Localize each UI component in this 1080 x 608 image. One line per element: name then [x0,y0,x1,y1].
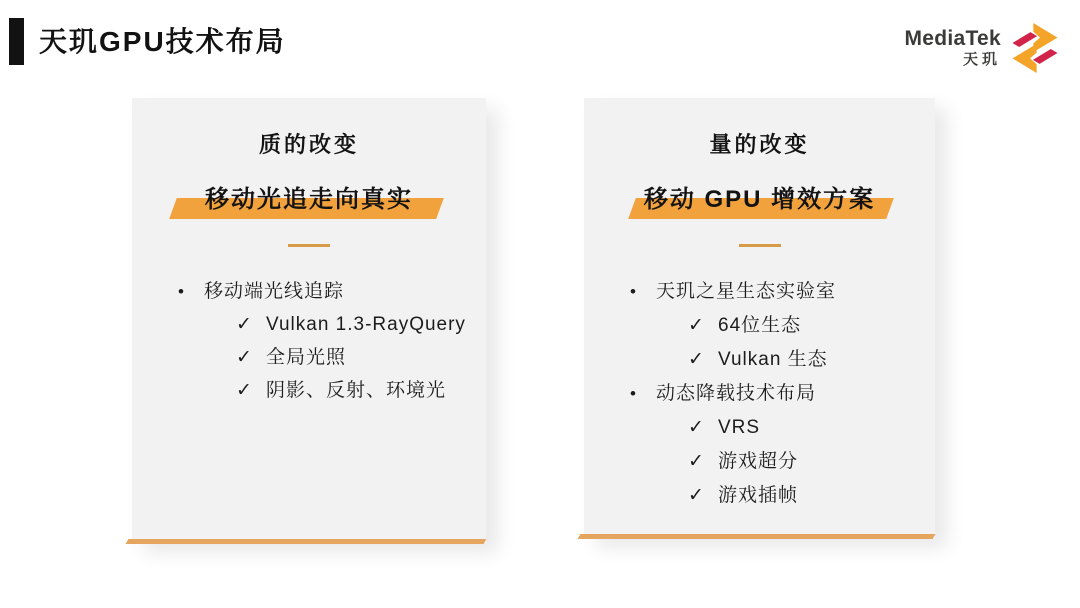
page-title: 天玑GPU技术布局 [39,26,286,57]
check-icon: ✓ [688,315,705,336]
list-item [132,275,486,308]
list-item [132,341,486,374]
list-item [584,479,935,513]
bullet-icon: • [630,282,637,301]
card-subtitle: 移动 GPU 增效方案 [643,186,876,213]
card-subtitle: 移动光追走向真实 [205,186,413,213]
list-item-label: 移动端光线追踪 [204,281,345,302]
check-icon: ✓ [688,451,705,472]
list-item-label: VRS [718,417,761,438]
mediatek-diamond-icon [1010,22,1060,74]
check-icon: ✓ [688,417,705,438]
check-icon: ✓ [688,349,705,370]
card-accent-strip [578,534,936,539]
card-quantity-change [584,98,935,538]
list-item-label: 全局光照 [266,347,347,368]
bullet-icon: • [178,282,185,301]
list-item [584,275,935,309]
list-item [584,309,935,343]
list-item-label: Vulkan 1.3-RayQuery [266,314,466,335]
card-accent-strip [126,539,487,544]
card-quality-change [132,98,486,543]
list-item-label: Vulkan 生态 [718,349,828,370]
card-subtitle-wrap [584,182,935,226]
list-item-label: 动态降载技术布局 [656,383,817,404]
list-item [132,374,486,407]
list-item [584,377,935,411]
check-icon: ✓ [236,380,253,401]
brand-name: MediaTek [904,26,1001,50]
list-item-label: 天玑之星生态实验室 [656,281,837,302]
list-item-label: 游戏超分 [718,451,799,472]
slide-header [9,18,286,65]
brand-logo [904,22,1060,74]
list-item-label: 阴影、反射、环境光 [266,380,447,401]
check-icon: ✓ [236,314,253,335]
divider-line [288,244,330,247]
card-subtitle-wrap [132,182,486,226]
list-item [584,445,935,479]
card-title: 量的改变 [709,132,810,157]
check-icon: ✓ [236,347,253,368]
brand-logo-text [904,28,1001,69]
feature-list [584,275,935,513]
brand-subname: 天玑 [962,50,1001,68]
check-icon: ✓ [688,485,705,506]
title-accent-bar [9,18,24,65]
list-item-label: 游戏插帧 [718,485,799,506]
list-item-label: 64位生态 [718,315,802,336]
list-item [584,411,935,445]
list-item [132,308,486,341]
divider-line [739,244,781,247]
list-item [584,343,935,377]
bullet-icon: • [630,384,637,403]
card-title: 质的改变 [258,132,359,157]
feature-list [132,275,486,407]
